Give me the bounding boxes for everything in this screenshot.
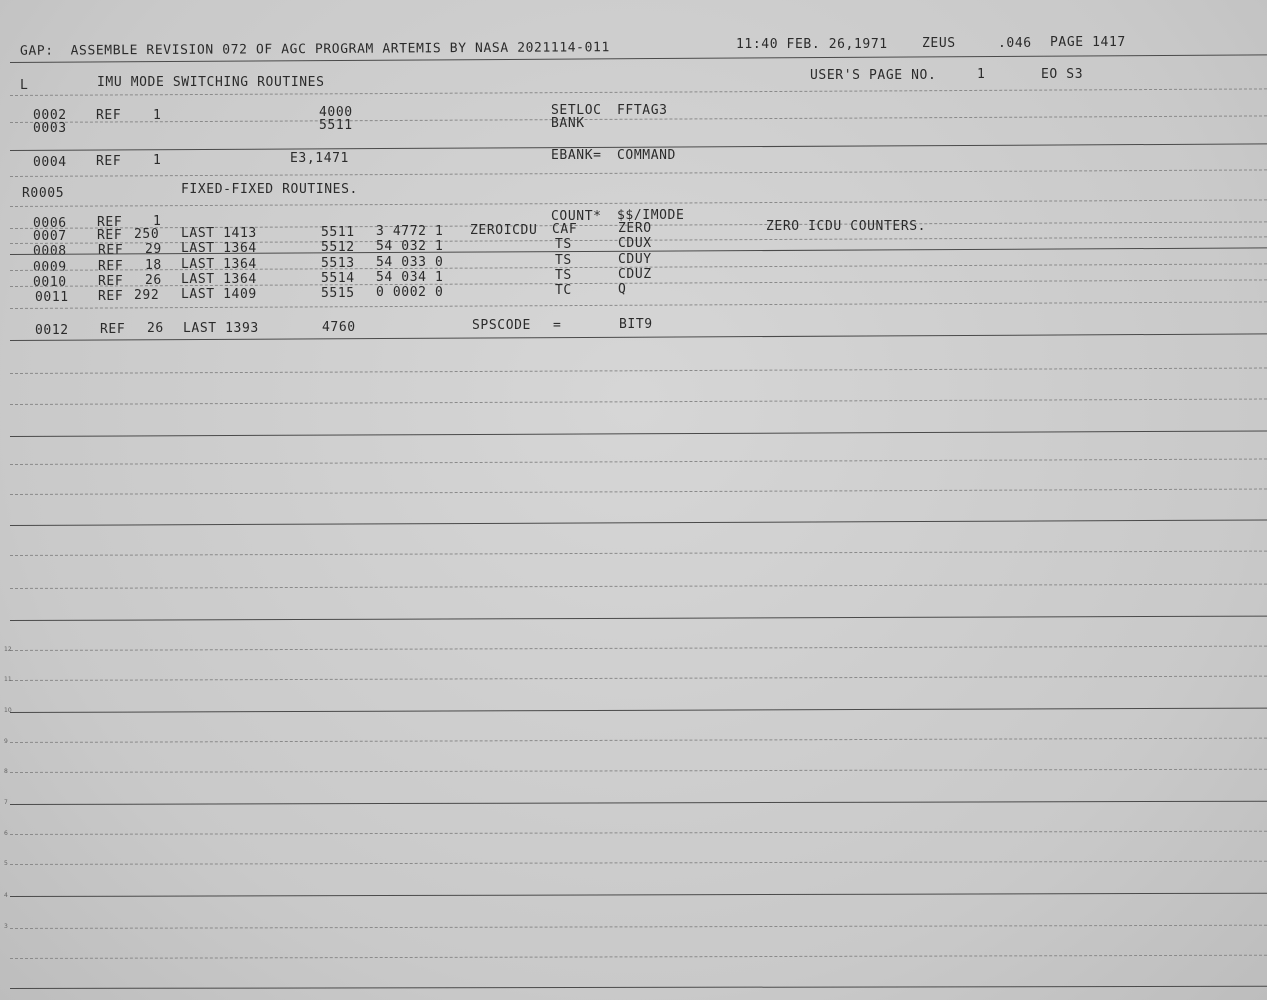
margin-number: 9: [4, 738, 8, 745]
last-ref: LAST 1409: [181, 287, 257, 302]
ruled-line: [10, 676, 1267, 681]
address: 4760: [322, 320, 356, 335]
program-title: GAP: ASSEMBLE REVISION 072 OF AGC PROGRAM ARTEMIS BY NASA 2021114-011: [19, 40, 610, 59]
line-number: 0011: [35, 290, 69, 305]
comment: ZERO ICDU COUNTERS.: [766, 219, 927, 234]
opcode: CAF: [552, 222, 578, 237]
ref-label: REF: [97, 228, 123, 243]
opcode: TS: [555, 268, 572, 283]
margin-number: 4: [4, 892, 8, 899]
line-number: 0009: [33, 260, 67, 275]
ref-label: REF: [98, 274, 124, 289]
section-marker: L: [20, 78, 29, 93]
ref-label: REF: [96, 154, 122, 169]
margin-number: 5: [4, 860, 8, 867]
margin-number: 3: [4, 923, 8, 930]
address: 5511: [319, 118, 353, 133]
last-ref: LAST 1364: [181, 257, 257, 272]
ruled-line: [10, 489, 1267, 495]
ruled-line: [10, 955, 1267, 959]
opcode: BANK: [551, 116, 585, 131]
operand: $$/IMODE: [617, 208, 685, 223]
comment: FIXED-FIXED ROUTINES.: [181, 182, 358, 197]
address: 5511: [321, 225, 355, 240]
opcode: TS: [555, 237, 572, 252]
ref-label: REF: [96, 108, 122, 123]
ref-label: REF: [98, 289, 124, 304]
system-name: ZEUS: [922, 36, 956, 51]
ruled-line: [10, 861, 1267, 865]
margin-number: 10: [4, 707, 12, 714]
operand: FFTAG3: [617, 103, 668, 118]
last-ref: LAST 1393: [183, 321, 259, 336]
section-title: IMU MODE SWITCHING ROUTINES: [97, 75, 325, 90]
address: 5514: [321, 271, 355, 286]
operand: CDUZ: [618, 267, 652, 282]
ref-count: 26: [147, 321, 164, 336]
octal-code: 54 033 0: [376, 255, 444, 270]
address: E3,1471: [290, 151, 349, 166]
operand: BIT9: [619, 317, 653, 332]
ref-count: 292: [134, 288, 160, 303]
ref-count: 1: [153, 108, 162, 123]
ruled-line: [10, 399, 1267, 405]
line-number: 0007: [33, 229, 67, 244]
ruled-line: [10, 708, 1267, 713]
ref-label: REF: [98, 243, 124, 258]
ruled-line: [10, 925, 1267, 929]
margin-number: 12: [4, 646, 12, 653]
line-number: 0003: [33, 121, 67, 136]
operand: ZERO: [618, 221, 652, 236]
line-number: 0012: [35, 323, 69, 338]
address: 5512: [321, 240, 355, 255]
ref-count: 18: [145, 258, 162, 273]
operand: Q: [618, 282, 627, 297]
operand: CDUY: [618, 252, 652, 267]
ruled-line: [10, 584, 1267, 589]
ruled-line: [10, 431, 1267, 437]
datetime: 11:40 FEB. 26,1971: [736, 37, 888, 52]
operand: CDUX: [618, 236, 652, 251]
line-number: R0005: [22, 186, 65, 201]
ref-count: 1: [153, 214, 162, 229]
ref-label: REF: [97, 215, 123, 230]
last-ref: LAST 1364: [181, 241, 257, 256]
ref-count: 26: [145, 273, 162, 288]
line-number: 0006: [33, 216, 67, 231]
ref-count: 29: [145, 242, 162, 257]
margin-number: 7: [4, 799, 8, 806]
line-number: 0010: [33, 275, 67, 290]
ref-label: REF: [98, 259, 124, 274]
octal-code: 54 034 1: [376, 270, 444, 285]
ruled-line: [10, 169, 1267, 177]
ref-count: 250: [134, 227, 160, 242]
address: 5513: [321, 256, 355, 271]
listing-code: .046: [998, 36, 1032, 51]
last-ref: LAST 1413: [181, 226, 257, 241]
ruled-line: [10, 199, 1267, 207]
ruled-line: [10, 301, 1267, 309]
ruled-line: [10, 769, 1267, 773]
octal-code: 3 4772 1: [376, 224, 444, 239]
opcode: EBANK=: [551, 148, 602, 163]
ruled-line: [10, 831, 1267, 835]
opcode: COUNT*: [551, 209, 602, 224]
symbol-label: SPSCODE: [472, 318, 531, 333]
symbol-label: ZEROICDU: [470, 223, 538, 238]
ruled-line: [10, 893, 1267, 897]
address: 5515: [321, 286, 355, 301]
opcode: TS: [555, 253, 572, 268]
octal-code: 54 032 1: [376, 239, 444, 254]
eo-code: EO S3: [1041, 67, 1084, 82]
ref-count: 1: [153, 153, 162, 168]
margin-number: 11: [4, 676, 12, 683]
ruled-line: [10, 646, 1267, 651]
margin-number: 6: [4, 830, 8, 837]
ruled-line: [10, 616, 1267, 621]
opcode: =: [553, 318, 562, 333]
address: 4000: [319, 105, 353, 120]
ruled-line: [10, 520, 1267, 526]
users-page-number: 1: [977, 67, 986, 82]
ruled-line: [10, 551, 1267, 556]
ref-label: REF: [100, 322, 126, 337]
line-number: 0008: [33, 244, 67, 259]
opcode: TC: [555, 283, 572, 298]
ruled-line: [10, 459, 1267, 465]
line-number: 0002: [33, 108, 67, 123]
ruled-line: [10, 738, 1267, 743]
opcode: SETLOC: [551, 103, 602, 118]
operand: COMMAND: [617, 148, 676, 163]
ruled-line: [10, 368, 1267, 374]
page-number: PAGE 1417: [1050, 35, 1126, 50]
ruled-line: [10, 801, 1267, 805]
margin-number: 8: [4, 768, 8, 775]
ruled-line: [10, 986, 1267, 989]
octal-code: 0 0002 0: [376, 285, 444, 300]
users-page-label: USER'S PAGE NO.: [810, 68, 937, 83]
last-ref: LAST 1364: [181, 272, 257, 287]
line-number: 0004: [33, 155, 67, 170]
